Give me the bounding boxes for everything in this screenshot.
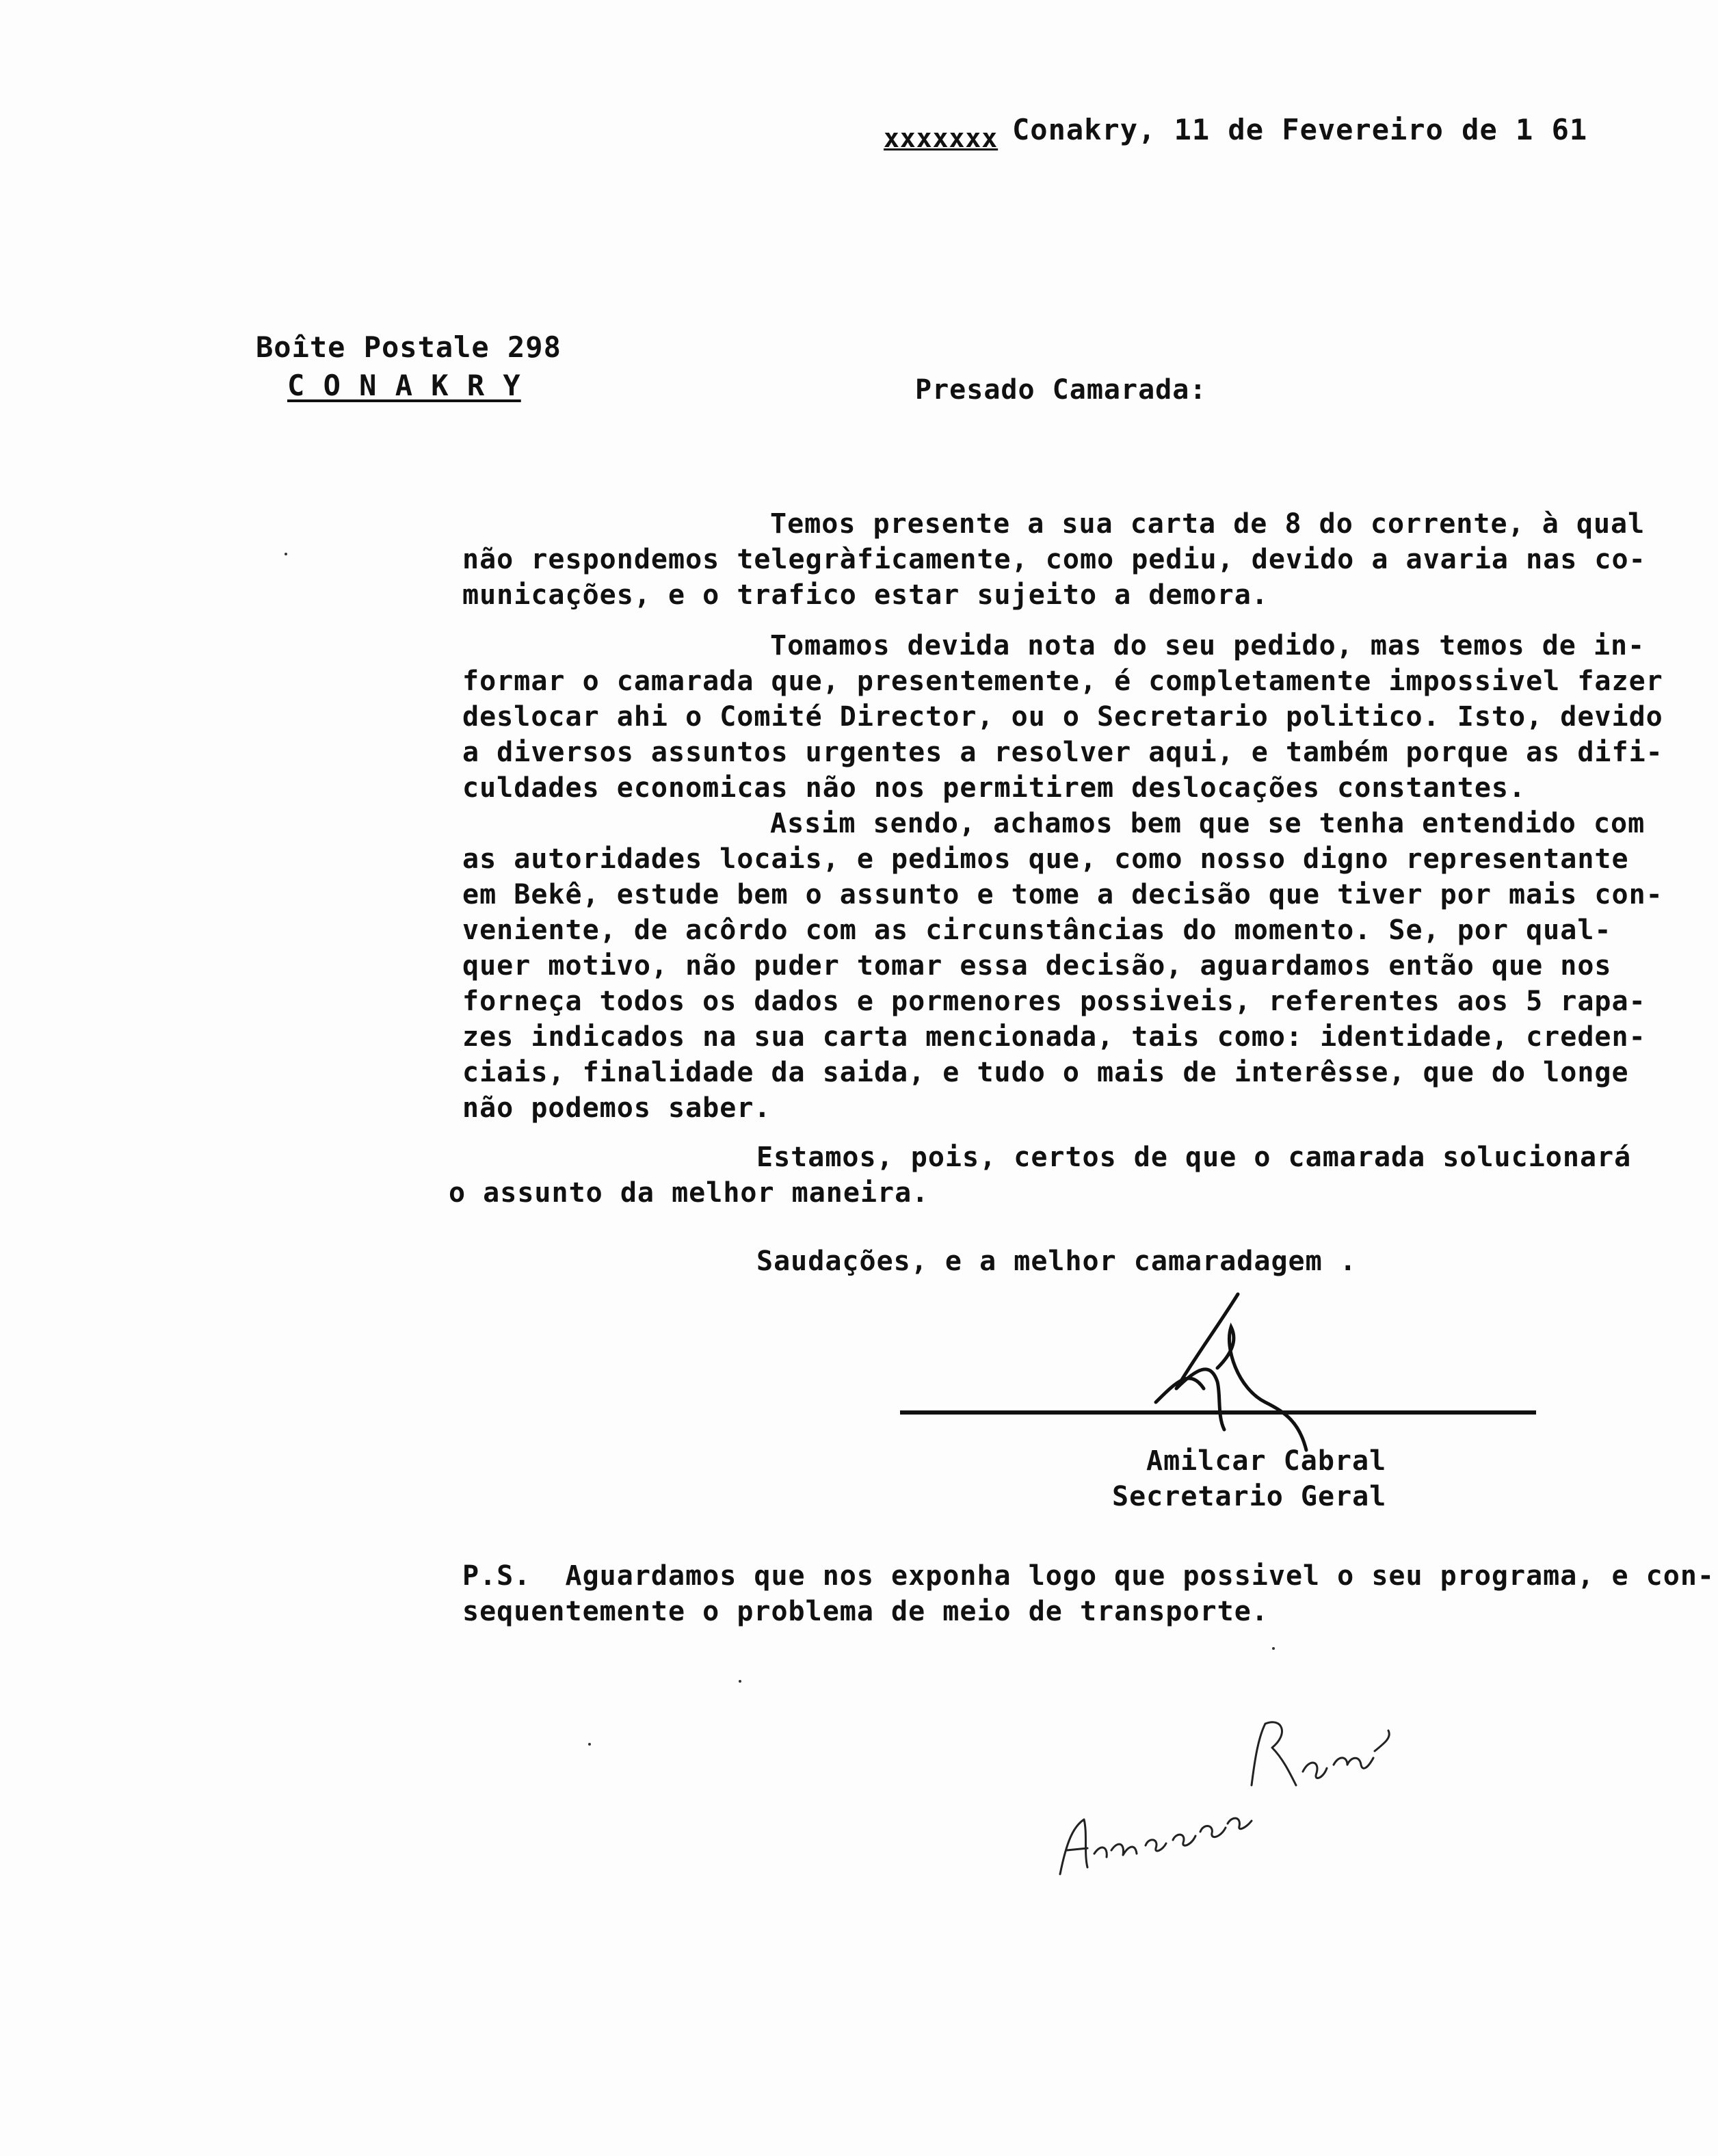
body-line: Assim sendo, achamos bem que se tenha entendido com <box>770 808 1646 839</box>
body-line: Temos presente a sua carta de 8 do corrente, à qual <box>770 508 1646 540</box>
postscript-line: P.S. Aguardamos que nos exponha logo que possivel o seu programa, e con- <box>462 1560 1715 1592</box>
signature-title: Secretario Geral <box>1112 1481 1387 1512</box>
body-line: forneça todos os dados e pormenores possiveis, referentes aos 5 rapa- <box>462 986 1646 1017</box>
body-line: ciais, finalidade da saida, e tudo o mais de interêsse, que do longe <box>462 1057 1629 1088</box>
scan-speck <box>588 1743 591 1746</box>
signature-line <box>900 1410 1536 1415</box>
body-line: quer motivo, não puder tomar essa decisão, aguardamos então que nos <box>462 950 1612 982</box>
body-line: as autoridades locais, e pedimos que, como nosso digno representante <box>462 843 1629 875</box>
address-line-2: C O N A K R Y <box>287 369 521 402</box>
body-line: a diversos assuntos urgentes a resolver aqui, e também porque as difi- <box>462 737 1663 768</box>
body-line: veniente, de acôrdo com as circunstâncias do momento. Se, por qual- <box>462 915 1612 946</box>
date-line: Conakry, 11 de Fevereiro de 1 61 <box>1012 113 1588 146</box>
body-line: deslocar ahi o Comité Director, ou o Secretario politico. Isto, devido <box>462 701 1663 733</box>
body-line: o assunto da melhor maneira. <box>449 1177 929 1209</box>
body-line: em Bekê, estude bem o assunto e tome a decisão que tiver por mais con- <box>462 879 1663 910</box>
body-line: zes indicados na sua carta mencionada, tais como: identidade, creden- <box>462 1021 1646 1053</box>
signature-scribble <box>1135 1286 1327 1464</box>
body-line: culdades economicas não nos permitirem deslocações constantes. <box>462 772 1527 804</box>
body-line: Tomamos devida nota do seu pedido, mas temos de in- <box>770 630 1646 661</box>
salutation: Presado Camarada: <box>915 374 1207 406</box>
handwritten-annotation <box>1046 1669 1402 1888</box>
address-line-1: Boîte Postale 298 <box>256 330 561 364</box>
closing-line: Saudações, e a melhor camaradagem . <box>756 1246 1357 1277</box>
scan-speck <box>1272 1647 1275 1650</box>
body-line: não podemos saber. <box>462 1092 771 1124</box>
scan-speck <box>739 1680 741 1683</box>
signature-name: Amilcar Cabral <box>1146 1445 1387 1477</box>
body-line: municações, e o trafico estar sujeito a demora. <box>462 579 1269 611</box>
body-line: Estamos, pois, certos de que o camarada solucionará <box>756 1142 1632 1173</box>
scan-speck <box>285 553 287 555</box>
struck-text: xxxxxxx <box>884 123 999 153</box>
body-line: formar o camarada que, presentemente, é completamente impossivel fazer <box>462 666 1663 697</box>
postscript-line: sequentemente o problema de meio de transporte. <box>462 1596 1269 1627</box>
body-line: não respondemos telegràficamente, como pediu, devido a avaria nas co- <box>462 544 1646 575</box>
